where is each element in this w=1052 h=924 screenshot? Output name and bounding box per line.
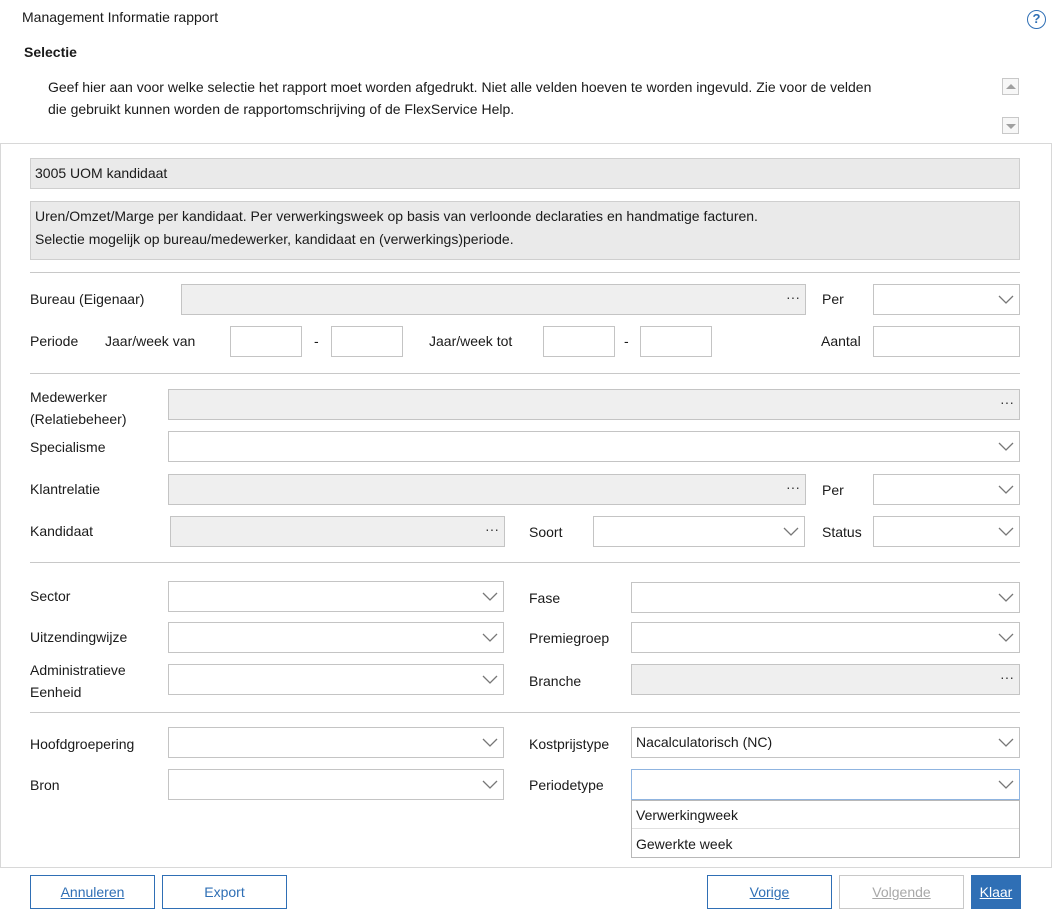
premiegroep-select[interactable]	[631, 622, 1020, 653]
per-label-2: Per	[822, 482, 844, 498]
periodetype-select[interactable]	[631, 769, 1020, 800]
kostprijstype-label: Kostprijstype	[529, 736, 610, 752]
premiegroep-label: Premiegroep	[529, 630, 610, 646]
klantrelatie-label: Klantrelatie	[30, 481, 101, 497]
per-label: Per	[822, 291, 844, 307]
hoofdgroepering-select[interactable]	[168, 727, 504, 758]
medewerker-label-line1: Medewerker	[30, 389, 108, 405]
scroll-down-button[interactable]	[1002, 117, 1019, 134]
report-name-box	[30, 158, 1020, 189]
chevron-down-icon	[997, 480, 1015, 498]
chevron-down-icon	[997, 628, 1015, 646]
administratieve-label-line2: Eenheid	[30, 684, 82, 700]
annuleren-button[interactable]: Annuleren	[30, 875, 155, 909]
jaarweek-tot-label: Jaar/week tot	[429, 333, 513, 349]
chevron-down-icon	[997, 290, 1015, 308]
periodetype-label: Periodetype	[529, 777, 604, 793]
dash-label: -	[314, 333, 319, 349]
week-tot-input[interactable]	[640, 326, 712, 357]
arrow-up-icon	[1006, 84, 1016, 89]
report-description-box	[30, 201, 1020, 260]
specialisme-label: Specialisme	[30, 439, 106, 455]
lookup-dots-icon[interactable]: ···	[786, 289, 800, 305]
jaar-tot-input[interactable]	[543, 326, 615, 357]
status-select[interactable]	[873, 516, 1020, 547]
periode-label: Periode	[30, 333, 79, 349]
per-select[interactable]	[873, 284, 1020, 315]
administratieve-eenheid-select[interactable]	[168, 664, 504, 695]
klaar-button[interactable]: Klaar	[971, 875, 1021, 909]
bron-label: Bron	[30, 777, 60, 793]
fase-label: Fase	[529, 590, 561, 606]
jaarweek-van-label: Jaar/week van	[105, 333, 196, 349]
branche-field[interactable]	[631, 664, 1020, 695]
chevron-down-icon	[481, 775, 499, 793]
chevron-down-icon	[481, 628, 499, 646]
dash-label: -	[624, 333, 629, 349]
scroll-up-button[interactable]	[1002, 78, 1019, 95]
export-button[interactable]: Export	[162, 875, 287, 909]
separator	[30, 373, 1020, 374]
chevron-down-icon	[481, 733, 499, 751]
intro-text-line1: Geef hier aan voor welke selectie het rapport moet worden afgedrukt. Niet alle velden hoeven te worden ingevuld. Zie voor de velden	[48, 79, 872, 95]
per-select-2[interactable]	[873, 474, 1020, 505]
chevron-down-icon	[997, 588, 1015, 606]
jaar-van-input[interactable]	[230, 326, 302, 357]
lookup-dots-icon[interactable]: ···	[1000, 394, 1014, 410]
soort-select[interactable]	[593, 516, 805, 547]
dropdown-option[interactable]	[632, 830, 1019, 858]
dropdown-option[interactable]	[632, 801, 1019, 829]
bureau-label: Bureau (Eigenaar)	[30, 291, 145, 307]
report-name: 3005 UOM kandidaat	[35, 165, 168, 181]
uitzendingwijze-label: Uitzendingwijze	[30, 629, 128, 645]
chevron-down-icon	[782, 522, 800, 540]
section-title: Selectie	[24, 44, 77, 60]
week-van-input[interactable]	[331, 326, 403, 357]
bron-select[interactable]	[168, 769, 504, 800]
chevron-down-icon	[997, 437, 1015, 455]
window-title: Management Informatie rapport	[22, 9, 219, 25]
chevron-down-icon	[997, 733, 1015, 751]
intro-text-line2: die gebruikt kunnen worden de rapportomschrijving of de FlexService Help.	[48, 101, 515, 117]
sector-select[interactable]	[168, 581, 504, 612]
fase-select[interactable]	[631, 582, 1020, 613]
separator	[30, 272, 1020, 273]
arrow-down-icon	[1006, 124, 1016, 129]
aantal-label: Aantal	[821, 333, 861, 349]
separator	[30, 562, 1020, 563]
aantal-input[interactable]	[873, 326, 1020, 357]
volgende-button: Volgende	[839, 875, 964, 909]
uitzendingwijze-select[interactable]	[168, 622, 504, 653]
chevron-down-icon	[997, 522, 1015, 540]
periodetype-dropdown	[631, 800, 1020, 858]
soort-label: Soort	[529, 524, 563, 540]
report-description-line2: Selectie mogelijk op bureau/medewerker, kandidaat en (verwerkings)periode.	[35, 231, 514, 247]
chevron-down-icon	[481, 587, 499, 605]
kostprijstype-select[interactable]	[631, 727, 1020, 758]
hoofdgroepering-label: Hoofdgroepering	[30, 736, 135, 752]
sector-label: Sector	[30, 588, 71, 604]
vorige-button[interactable]: Vorige	[707, 875, 832, 909]
help-icon[interactable]: ?	[1027, 10, 1046, 29]
dropdown-option-label: Verwerkingweek	[636, 807, 738, 823]
lookup-dots-icon[interactable]: ···	[786, 479, 800, 495]
bureau-field[interactable]	[181, 284, 806, 315]
lookup-dots-icon[interactable]: ···	[1000, 669, 1014, 685]
specialisme-select[interactable]	[168, 431, 1020, 462]
kandidaat-field[interactable]	[170, 516, 505, 547]
kandidaat-label: Kandidaat	[30, 523, 94, 539]
chevron-down-icon	[997, 775, 1015, 793]
chevron-down-icon	[481, 670, 499, 688]
medewerker-field[interactable]	[168, 389, 1020, 420]
klantrelatie-field[interactable]	[168, 474, 806, 505]
dropdown-option-label: Gewerkte week	[636, 836, 733, 852]
administratieve-label-line1: Administratieve	[30, 662, 126, 678]
lookup-dots-icon[interactable]: ···	[485, 521, 499, 537]
report-description-line1: Uren/Omzet/Marge per kandidaat. Per verwerkingsweek op basis van verloonde declaraties en handmatige facturen.	[35, 208, 758, 224]
branche-label: Branche	[529, 673, 582, 689]
kostprijstype-value: Nacalculatorisch (NC)	[636, 734, 773, 750]
status-label: Status	[822, 524, 862, 540]
medewerker-label-line2: (Relatiebeheer)	[30, 411, 127, 427]
separator	[30, 712, 1020, 713]
